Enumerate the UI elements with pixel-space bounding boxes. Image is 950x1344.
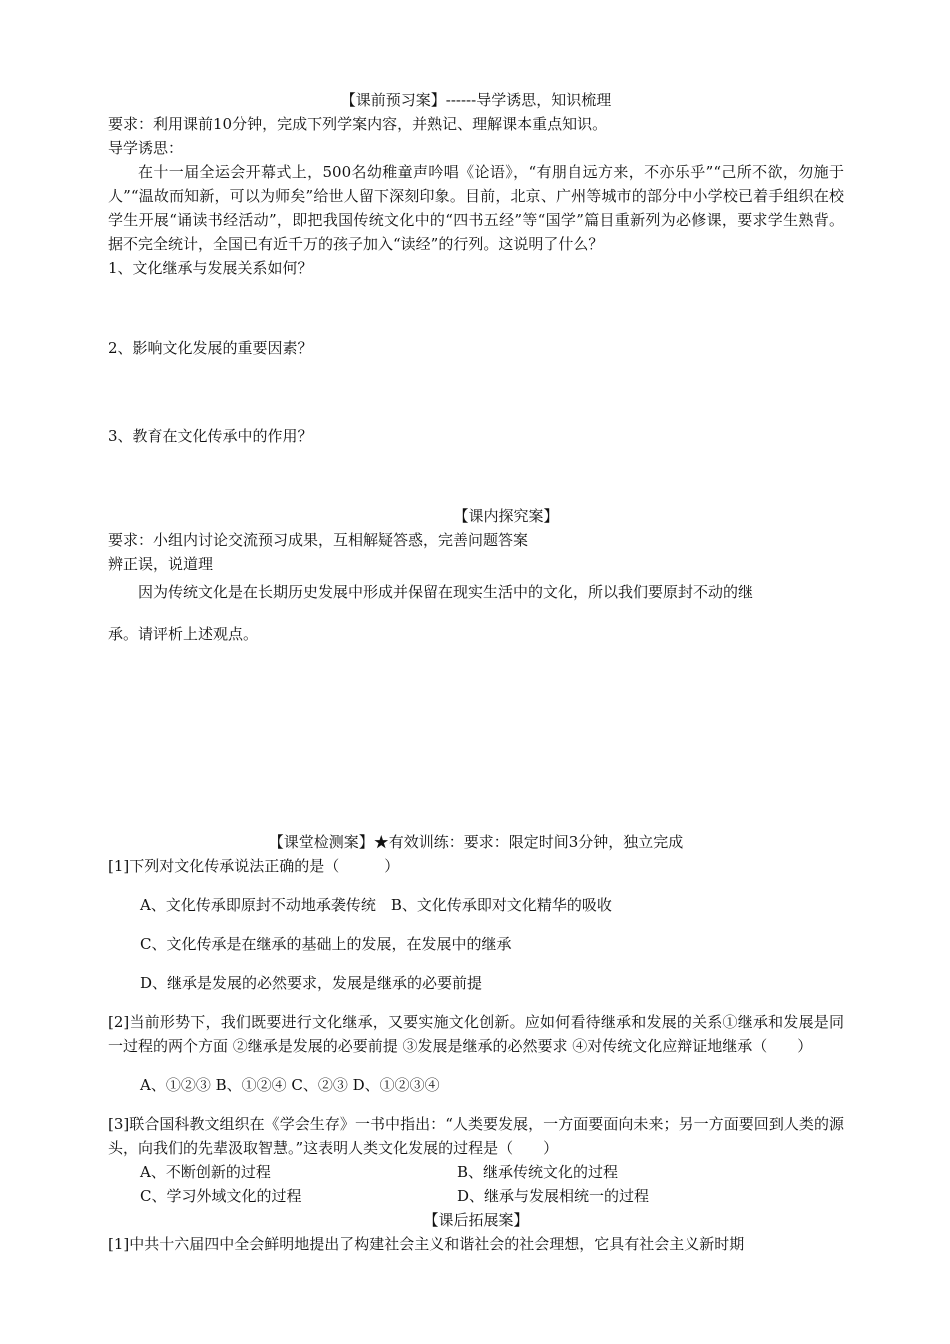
inclass-requirement: 要求：小组内讨论交流预习成果，互相解疑答惑，完善问题答案	[108, 531, 529, 549]
test-q2-options: A、①②③ B、①②④ C、②③ D、①②③④	[140, 1076, 440, 1094]
test-q3-options-row-2	[108, 1184, 844, 1208]
test-q3-options-row-1	[108, 1160, 844, 1184]
inclass-statement-line-1: 因为传统文化是在长期历史发展中形成并保留在现实生活中的文化，所以我们要原封不动的继	[138, 583, 754, 601]
worksheet-page	[108, 88, 844, 1256]
test-q3-option-c: C、学习外域文化的过程	[140, 1187, 302, 1205]
answer-space	[108, 448, 844, 504]
test-title: 【课堂检测案】★有效训练：要求：限定时间3分钟，独立完成	[268, 833, 684, 851]
inclass-statement-line-2: 承。请评析上述观点。	[108, 625, 259, 643]
guide-passage: 在十一届全运会开幕式上，500名幼稚童声吟唱《论语》，“有朋自远方来，不亦乐乎”“己所不欲，勿施于人”“温故而知新，可以为师矣”给世人留下深刻印象。目前，北京、广州等城市的部分中小学校已着手组织在校学生开展“诵读书经活动”，即把我国传统文化中的“四书五经”等“国学”篇目重新列为必修课，要求学生熟背。据不完全统计，全国已有近千万的孩子加入“读经”的行列。这说明了什么？	[108, 163, 844, 253]
preview-question-3: 3、教育在文化传承中的作用？	[108, 427, 313, 445]
answer-space	[108, 646, 844, 830]
preview-question-2: 2、影响文化发展的重要因素？	[108, 339, 313, 357]
test-q3-option-a: A、不断创新的过程	[140, 1163, 271, 1181]
test-q1-option-ab: A、文化传承即原封不动地承袭传统 B、文化传承即对文化精华的吸收	[140, 896, 612, 914]
test-question-1: [1]下列对文化传承说法正确的是（ ）	[108, 857, 400, 875]
test-q1-option-d: D、继承是发展的必然要求，发展是继承的必要前提	[140, 974, 483, 992]
test-q3-option-d: D、继承与发展相统一的过程	[457, 1187, 650, 1205]
test-question-2: [2]当前形势下，我们既要进行文化继承，又要实施文化创新。应如何看待继承和发展的关系①继承和发展是同一过程的两个方面 ②继承是发展的必要前提 ③发展是继承的必然要求 ④对传统文化应辩证地继承（ ）	[108, 1013, 844, 1055]
preview-requirement: 要求：利用课前10分钟，完成下列学案内容，并熟记、理解课本重点知识。	[108, 115, 608, 133]
preview-question-1: 1、文化继承与发展关系如何？	[108, 259, 313, 277]
guide-label: 导学诱思：	[108, 139, 184, 157]
after-question-1: [1]中共十六届四中全会鲜明地提出了构建社会主义和谐社会的社会理想，它具有社会主义新时期	[108, 1235, 745, 1253]
inclass-subtitle: 辨正误，说道理	[108, 555, 214, 573]
test-q3-option-b: B、继承传统文化的过程	[457, 1163, 619, 1181]
answer-space	[108, 280, 844, 336]
test-q1-option-c: C、文化传承是在继承的基础上的发展，在发展中的继承	[140, 935, 512, 953]
inclass-title: 【课内探究案】	[453, 507, 559, 525]
preview-title: 【课前预习案】------导学诱思，知识梳理	[340, 91, 612, 109]
test-question-3: [3]联合国科教文组织在《学会生存》一书中指出：“人类要发展，一方面要面向未来；另一方面要回到人类的源头，向我们的先辈汲取智慧。”这表明人类文化发展的过程是（ ）	[108, 1115, 844, 1157]
after-title: 【课后拓展案】	[423, 1211, 529, 1229]
answer-space	[108, 360, 844, 424]
